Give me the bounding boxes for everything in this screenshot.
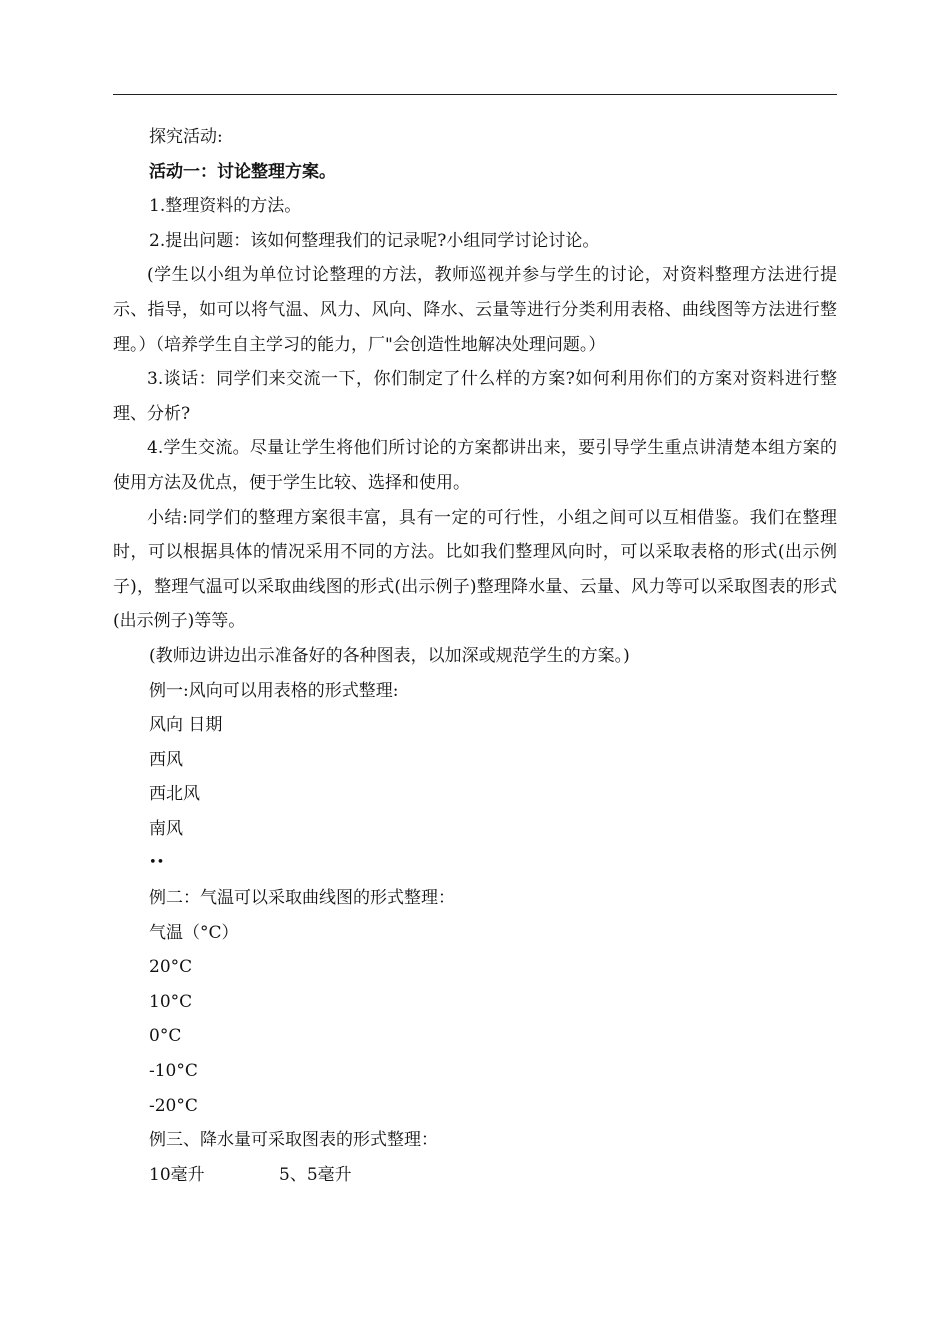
example2-tick: 0°C xyxy=(149,1026,182,1047)
section-heading: 探究活动: xyxy=(149,127,223,147)
example2-tick: 10°C xyxy=(149,991,193,1012)
paragraph-item-3: 3.谈话：同学们来交流一下，你们制定了什么样的方案?如何利用你们的方案对资料进行整理、分析? xyxy=(113,369,837,424)
example1-ellipsis: •• xyxy=(149,855,165,871)
example3-value-1: 10毫升 xyxy=(149,1164,205,1185)
example2-axis-label: 气温（°C） xyxy=(149,922,239,943)
example2-tick: -20°C xyxy=(149,1095,198,1116)
paragraph-teacher-note: (教师边讲边出示准备好的各种图表，以加深或规范学生的方案。) xyxy=(149,645,630,666)
paragraph-item-4: 4.学生交流。尽量让学生将他们所讨论的方案都讲出来，要引导学生重点讲清楚本组方案的使用方法及优点，便于学生比较、选择和使用。 xyxy=(113,438,837,493)
example3-values xyxy=(113,1158,837,1193)
example1-title: 例一:风向可以用表格的形式整理: xyxy=(149,680,399,701)
activity-title: 活动一：讨论整理方案。 xyxy=(149,161,336,182)
paragraph-item-2: 2.提出问题：该如何整理我们的记录呢?小组同学讨论讨论。 xyxy=(149,230,600,251)
paragraph-summary: 小结:同学们的整理方案很丰富，具有一定的可行性，小组之间可以互相借鉴。我们在整理时，可以根据具体的情况采用不同的方法。比如我们整理风向时，可以采取表格的形式(出示例子)，整理气温可以采取曲线图的形式(出示例子)整理降水量、云量、风力等可以采取图表的形式(出示例子)等等。 xyxy=(113,507,837,632)
example3-title: 例三、降水量可采取图表的形式整理： xyxy=(149,1130,438,1151)
document-body xyxy=(113,120,837,1192)
header-rule xyxy=(113,94,837,95)
example2-tick: -10°C xyxy=(149,1061,198,1082)
example3-value-2: 5、5毫升 xyxy=(279,1164,352,1185)
example1-row: 西风 xyxy=(149,749,183,770)
paragraph-item-1: 1.整理资料的方法。 xyxy=(149,196,302,217)
example1-row: 西北风 xyxy=(149,784,200,805)
example1-header: 风向 日期 xyxy=(149,715,223,736)
paragraph-guidance: (学生以小组为单位讨论整理的方法，教师巡视并参与学生的讨论，对资料整理方法进行提示、指导，如可以将气温、风力、风向、降水、云量等进行分类利用表格、曲线图等方法进行整理。）（培养学生自主学习的能力，厂"会创造性地解决处理问题。） xyxy=(113,265,837,355)
example2-tick: 20°C xyxy=(149,957,193,978)
example1-row: 南风 xyxy=(149,818,183,839)
example2-title: 例二：气温可以采取曲线图的形式整理： xyxy=(149,888,455,909)
